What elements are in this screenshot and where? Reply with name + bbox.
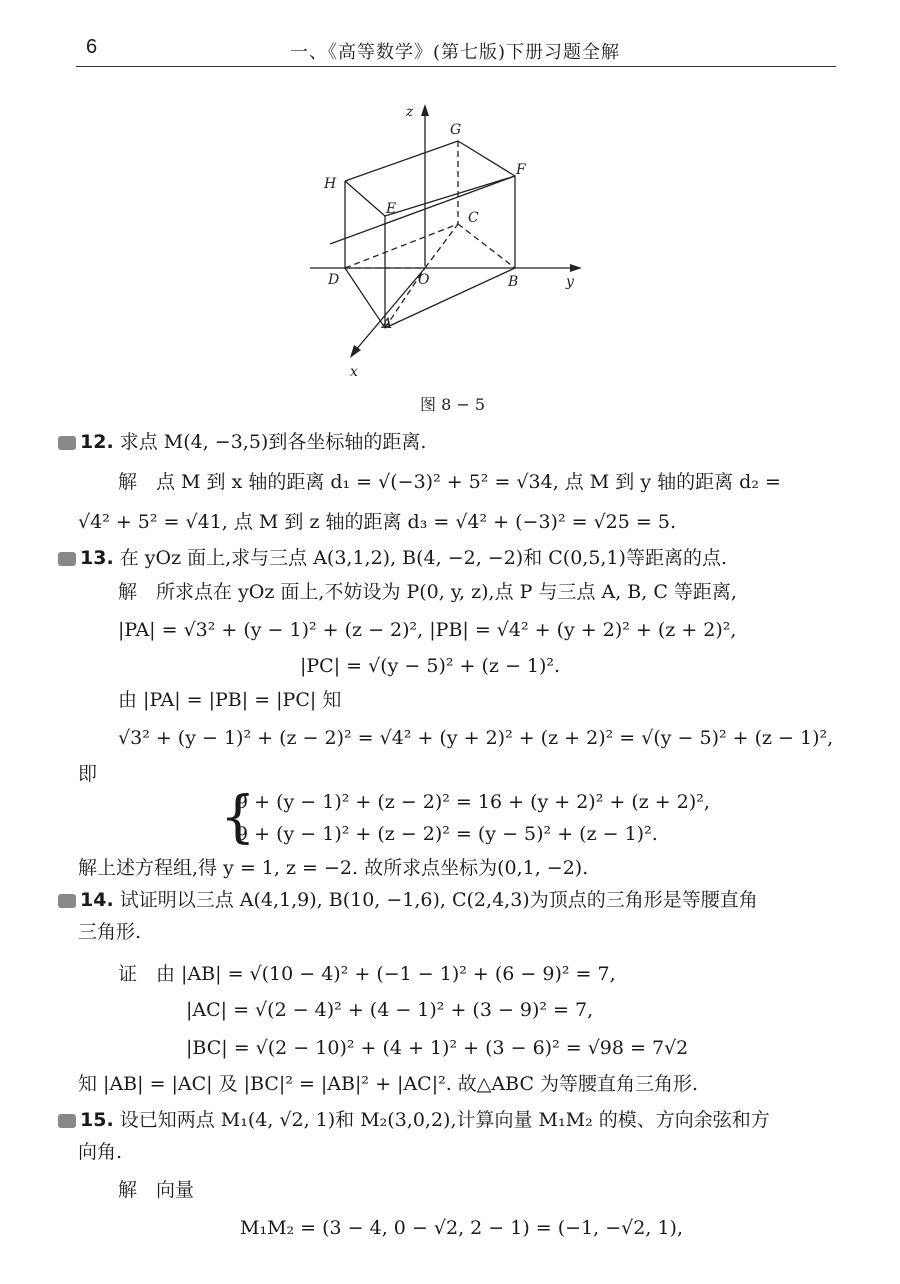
- solution-line: 解 所求点在 yOz 面上,不妨设为 P(0, y, z),点 P 与三点 A, B, C 等距离,: [118, 581, 737, 603]
- equation-line: 9 + (y − 1)² + (z − 2)² = (y − 5)² + (z − 1)².: [236, 823, 658, 845]
- problem-marker-icon: [58, 552, 76, 566]
- label-A: A: [382, 316, 393, 332]
- figure-8-5-box-diagram: [290, 96, 610, 386]
- header-rule: [76, 66, 836, 67]
- problem-14-heading: [58, 886, 758, 914]
- label-G: G: [450, 122, 462, 138]
- problem-question-cont: 三角形.: [78, 921, 142, 943]
- problem-question: 求点 M(4, −3,5)到各坐标轴的距离.: [119, 431, 427, 453]
- solution-line: 证 由 |AB| = √(10 − 4)² + (−1 − 1)² + (6 − 9)² = 7,: [118, 963, 616, 985]
- solution-line: 解 点 M 到 x 轴的距离 d₁ = √(−3)² + 5² = √34, 点 M 到 y 轴的距离 d₂ =: [118, 471, 781, 493]
- label-z: z: [406, 104, 414, 120]
- problem-12-heading: [58, 428, 426, 456]
- solution-line: √3² + (y − 1)² + (z − 2)² = √4² + (y + 2)² + (z + 2)² = √(y − 5)² + (z − 1)²,: [118, 727, 834, 749]
- system-brace: {: [220, 785, 256, 850]
- x-axis: [355, 268, 425, 351]
- label-E: E: [386, 201, 397, 217]
- equation-line: 9 + (y − 1)² + (z − 2)² = 16 + (y + 2)² + (z + 2)²,: [236, 791, 710, 813]
- solution-line: |AC| = √(2 − 4)² + (4 − 1)² + (3 − 9)² = 7,: [186, 999, 594, 1021]
- solution-line: 即: [78, 763, 98, 785]
- solution-line: 知 |AB| = |AC| 及 |BC|² = |AB|² + |AC|². 故△ABC 为等腰直角三角形.: [78, 1073, 699, 1095]
- page-number: 6: [86, 36, 98, 58]
- problem-number: 13.: [80, 547, 114, 569]
- solution-line: 由 |PA| = |PB| = |PC| 知: [118, 689, 342, 711]
- problem-number: 15.: [80, 1109, 114, 1131]
- solution-line: |BC| = √(2 − 10)² + (4 + 1)² + (3 − 6)² = √98 = 7√2: [186, 1037, 689, 1059]
- figure-caption: 图 8 − 5: [420, 395, 486, 414]
- problem-marker-icon: [58, 894, 76, 908]
- solution-line: |PA| = √3² + (y − 1)² + (z − 2)², |PB| = √4² + (y + 2)² + (z + 2)²,: [118, 619, 737, 641]
- solution-line: √4² + 5² = √41, 点 M 到 z 轴的距离 d₃ = √4² + (−3)² = √25 = 5.: [78, 511, 676, 533]
- label-B: B: [508, 274, 519, 290]
- label-F: F: [516, 162, 526, 178]
- label-O: O: [418, 272, 430, 288]
- problem-number: 12.: [80, 431, 114, 453]
- problem-question: 试证明以三点 A(4,1,9), B(10, −1,6), C(2,4,3)为顶点的三角形是等腰直角: [119, 889, 758, 911]
- solution-line: 解 向量: [118, 1179, 195, 1201]
- problem-marker-icon: [58, 1114, 76, 1128]
- running-header-title: 一、《高等数学》(第七版)下册习题全解: [290, 42, 621, 63]
- problem-question: 设已知两点 M₁(4, √2, 1)和 M₂(3,0,2),计算向量 M₁M₂ 的模、方向余弦和方: [119, 1109, 770, 1131]
- label-H: H: [324, 176, 337, 192]
- problem-13-heading: [58, 544, 727, 572]
- label-C: C: [468, 210, 479, 226]
- equation-line: M₁M₂ = (3 − 4, 0 − √2, 2 − 1) = (−1, −√2, 1),: [240, 1217, 683, 1239]
- solution-line: 解上述方程组,得 y = 1, z = −2. 故所求点坐标为(0,1, −2).: [78, 857, 589, 879]
- problem-marker-icon: [58, 436, 76, 450]
- problem-number: 14.: [80, 889, 114, 911]
- problem-15-heading: [58, 1106, 770, 1134]
- label-D: D: [328, 272, 340, 288]
- label-x: x: [350, 364, 358, 380]
- label-y: y: [566, 274, 574, 290]
- problem-question: 在 yOz 面上,求与三点 A(3,1,2), B(4, −2, −2)和 C(0,5,1)等距离的点.: [119, 547, 728, 569]
- problem-question-cont: 向角.: [78, 1141, 123, 1163]
- solution-line: |PC| = √(y − 5)² + (z − 1)².: [300, 655, 561, 677]
